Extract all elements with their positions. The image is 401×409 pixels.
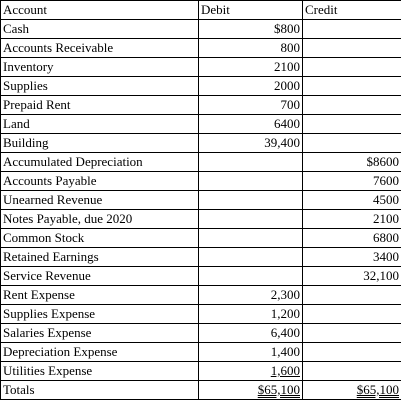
credit-cell: [303, 39, 401, 58]
account-cell: Supplies Expense: [1, 305, 199, 324]
account-cell: Rent Expense: [1, 286, 199, 305]
debit-cell: [199, 153, 303, 172]
debit-cell: [199, 191, 303, 210]
table-row: [1, 153, 401, 172]
table-row: [1, 343, 401, 362]
debit-cell: [199, 229, 303, 248]
table-row: [1, 134, 401, 153]
credit-cell: [303, 362, 401, 381]
debit-total-cell: [199, 381, 303, 400]
credit-cell: 4500: [303, 191, 401, 210]
account-cell: Unearned Revenue: [1, 191, 199, 210]
debit-cell: $800: [199, 20, 303, 39]
credit-cell: [303, 324, 401, 343]
table-row: [1, 191, 401, 210]
credit-cell: [303, 77, 401, 96]
header-row: [1, 1, 401, 20]
debit-cell: [199, 362, 303, 381]
debit-cell: [199, 267, 303, 286]
debit-cell: [199, 210, 303, 229]
debit-column-header: Debit: [199, 1, 303, 20]
debit-cell: 1,200: [199, 305, 303, 324]
credit-cell: [303, 20, 401, 39]
account-cell: Retained Earnings: [1, 248, 199, 267]
account-cell: Accounts Receivable: [1, 39, 199, 58]
credit-cell: [303, 96, 401, 115]
account-cell: Salaries Expense: [1, 324, 199, 343]
table-row: [1, 210, 401, 229]
totals-label: Totals: [1, 381, 199, 400]
debit-cell: 2000: [199, 77, 303, 96]
table-row: [1, 229, 401, 248]
credit-cell: 7600: [303, 172, 401, 191]
account-cell: Notes Payable, due 2020: [1, 210, 199, 229]
account-cell: Utilities Expense: [1, 362, 199, 381]
credit-total-cell: [303, 381, 401, 400]
account-cell: Land: [1, 115, 199, 134]
account-cell: Depreciation Expense: [1, 343, 199, 362]
table-row: [1, 115, 401, 134]
credit-cell: 3400: [303, 248, 401, 267]
table-row: [1, 324, 401, 343]
table-row: [1, 58, 401, 77]
account-cell: Building: [1, 134, 199, 153]
account-cell: Accounts Payable: [1, 172, 199, 191]
account-cell: Supplies: [1, 77, 199, 96]
credit-cell: 6800: [303, 229, 401, 248]
table-row: [1, 305, 401, 324]
account-cell: Cash: [1, 20, 199, 39]
credit-cell: 2100: [303, 210, 401, 229]
table-row: [1, 172, 401, 191]
debit-cell: 1,400: [199, 343, 303, 362]
credit-cell: [303, 115, 401, 134]
table-row: [1, 20, 401, 39]
account-cell: Prepaid Rent: [1, 96, 199, 115]
debit-cell: 39,400: [199, 134, 303, 153]
debit-cell: 6400: [199, 115, 303, 134]
credit-cell: [303, 286, 401, 305]
table-row: [1, 267, 401, 286]
credit-cell: 32,100: [303, 267, 401, 286]
debit-value-underlined: 1,600: [270, 363, 300, 378]
account-cell: Service Revenue: [1, 267, 199, 286]
credit-cell: [303, 343, 401, 362]
table-row: [1, 286, 401, 305]
table-row: [1, 96, 401, 115]
credit-cell: [303, 305, 401, 324]
totals-row: [1, 381, 401, 400]
debit-total: $65,100: [257, 382, 300, 397]
credit-total: $65,100: [356, 382, 399, 397]
table-row: [1, 77, 401, 96]
account-cell: Inventory: [1, 58, 199, 77]
debit-cell: 6,400: [199, 324, 303, 343]
credit-cell: [303, 134, 401, 153]
debit-cell: 2100: [199, 58, 303, 77]
debit-cell: [199, 248, 303, 267]
debit-cell: 2,300: [199, 286, 303, 305]
credit-column-header: Credit: [303, 1, 401, 20]
debit-cell: 800: [199, 39, 303, 58]
credit-cell: [303, 58, 401, 77]
table-row: [1, 248, 401, 267]
table-row: [1, 362, 401, 381]
account-column-header: Account: [1, 1, 199, 20]
credit-cell: $8600: [303, 153, 401, 172]
debit-cell: [199, 172, 303, 191]
table-row: [1, 39, 401, 58]
account-cell: Accumulated Depreciation: [1, 153, 199, 172]
account-cell: Common Stock: [1, 229, 199, 248]
debit-cell: 700: [199, 96, 303, 115]
